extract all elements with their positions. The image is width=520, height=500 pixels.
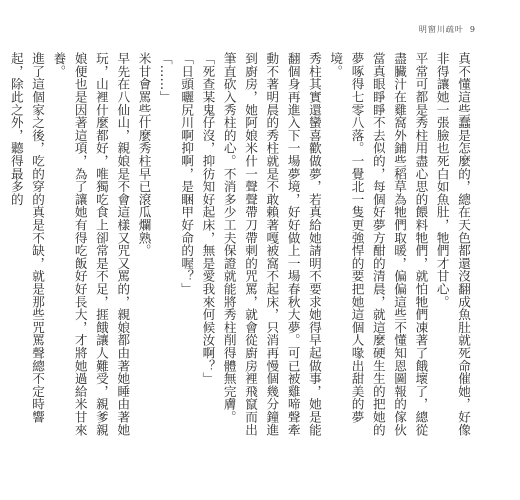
body-text xyxy=(5,52,474,447)
paragraph: 早先在八仙山，親娘是不會這樣又咒又罵的，親娘都由著她睡由著她玩，山裡什麼都好，唯獨吃食上卻常是不足，捱餓讓人難受，親爹親娘便也是因著這項，為了讓她有得吃飯好好長大，才將她過給米甘來養。 xyxy=(51,52,131,436)
page-number: 9 xyxy=(469,25,476,34)
paragraph: 秀柱其實還蠻喜歡做夢，若真給她請明不要求她得早起做事，她是能翻個身再進入下一場夢境，好好做上一場春秋大夢。可已被雞啼聲牽動不著明晨的秀柱就是不敢賴著嘎被窩不起床，只消再慢個幾分鐘進到廚房，她阿娘米什一聲聲帶刀帶刺的咒罵，就會從廚房裡飛竄而出筆直砍入秀柱的心。不消多少工夫保證就能將秀柱削得體無完膚。 xyxy=(221,52,322,436)
paragraph: 米甘會罵些什麼秀柱早已滾瓜爛熟。 xyxy=(136,52,152,257)
running-header xyxy=(419,24,476,35)
dialogue-line: 「……」 xyxy=(157,52,173,104)
paragraph: 平常可都是秀柱用盡心思的餵料牠們，就怕牠們凍著了餓壞了，總從盡臟汁在雞窩外鋪些稻草為牠們取暖，偏偏這些不懂知恩圖報的傢伙當真眼睜睜不去似的，每個好夢方酣的清晨，就這麼硬生生的把她的夢啄得七零八落。一覺北一隻更強悍的要把她這個人喙出甜美的夢境。 xyxy=(328,52,429,436)
dialogue-line: 「死查某鬼仔沒，抑彷知好起床，無是愛我來何候汝啊？」 xyxy=(200,52,216,385)
dialogue-line: 「日頭曬尻川啊抑啊，是睏甲好命的喔？」 xyxy=(179,52,195,296)
paragraph: 真不懂這些蠢是怎麼的，總在天色都還沒翻成魚肚就死命催她，好像非得讓她一張臉也死白如魚肚，牠們才甘心。 xyxy=(434,52,471,436)
paragraph: 進了這個家之後，吃的穿的真是不缺，就是那些咒罵聲總不定時響起，除此之外，聽得最多的 xyxy=(8,52,46,424)
book-title: 明窗川疏叶 xyxy=(418,25,464,34)
